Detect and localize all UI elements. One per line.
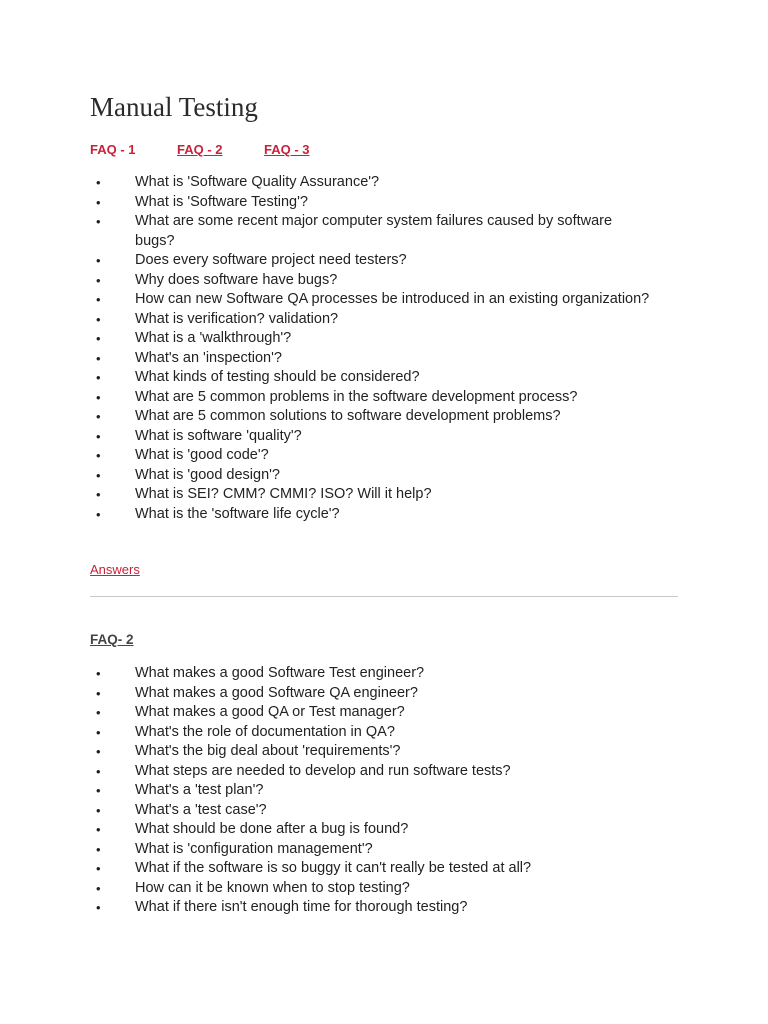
bullet-icon: • — [96, 409, 101, 424]
question-text: What is 'good design'? — [135, 466, 280, 483]
list-item — [90, 349, 650, 369]
question-text: Does every software project need testers? — [135, 252, 407, 268]
question-text: What's a 'test case'? — [135, 801, 267, 818]
bullet-icon: • — [96, 900, 101, 915]
question-text: What kinds of testing should be considered? — [135, 369, 420, 385]
question-text: How can new Software QA processes be introduced in an existing organization? — [135, 291, 650, 307]
faq-2-heading: FAQ- 2 — [90, 632, 134, 647]
question-text: What are some recent major computer system failures caused by software bugs? — [135, 213, 613, 249]
question-text: What steps are needed to develop and run software tests? — [135, 762, 511, 779]
list-item — [90, 762, 650, 782]
faq-3-link[interactable]: FAQ - 3 — [264, 142, 310, 157]
page-title: Manual Testing — [90, 92, 258, 122]
list-item — [90, 840, 650, 860]
list-item — [90, 466, 650, 486]
bullet-icon: • — [96, 467, 101, 483]
list-item — [90, 505, 650, 525]
question-text: What is 'configuration management'? — [135, 840, 373, 857]
bullet-icon: • — [96, 389, 101, 405]
question-text: What is SEI? CMM? CMMI? ISO? Will it help? — [135, 486, 432, 502]
question-text: What makes a good Software QA engineer? — [135, 684, 418, 701]
list-item — [90, 193, 650, 213]
bullet-icon: • — [96, 292, 101, 307]
list-item — [90, 664, 650, 684]
bullet-icon: • — [96, 744, 101, 759]
bullet-icon: • — [96, 685, 101, 701]
question-text: Why does software have bugs? — [135, 271, 338, 288]
question-text: What is 'Software Testing'? — [135, 193, 308, 210]
question-text: What's an 'inspection'? — [135, 349, 282, 366]
faq-1-link[interactable]: FAQ - 1 — [90, 142, 136, 157]
faq-1-question-list — [90, 173, 650, 524]
list-item — [90, 485, 650, 505]
question-text: What's a 'test plan'? — [135, 782, 264, 798]
bullet-icon: • — [96, 802, 101, 818]
list-item — [90, 251, 650, 271]
question-text: What makes a good Software Test engineer? — [135, 665, 425, 681]
bullet-icon: • — [96, 880, 101, 896]
question-text: What is 'good code'? — [135, 447, 269, 463]
question-text: What's the big deal about 'requirements'? — [135, 743, 401, 759]
question-text: What should be done after a bug is found? — [135, 821, 409, 837]
bullet-icon: • — [96, 666, 101, 681]
bullet-icon: • — [96, 822, 101, 837]
list-item — [90, 801, 650, 821]
bullet-icon: • — [96, 506, 101, 522]
question-text: What is software 'quality'? — [135, 427, 302, 444]
bullet-icon: • — [96, 331, 101, 346]
list-item — [90, 310, 650, 330]
question-text: What are 5 common solutions to software development problems? — [135, 408, 561, 424]
list-item — [90, 271, 650, 291]
list-item — [90, 368, 650, 388]
list-item — [90, 290, 650, 310]
list-item — [90, 781, 650, 801]
list-item — [90, 898, 650, 918]
bullet-icon: • — [96, 253, 101, 268]
question-text: What is 'Software Quality Assurance'? — [135, 174, 380, 190]
bullet-icon: • — [96, 763, 101, 779]
question-text: What is the 'software life cycle'? — [135, 505, 340, 522]
bullet-icon: • — [96, 841, 101, 857]
list-item — [90, 388, 650, 408]
list-item — [90, 684, 650, 704]
bullet-icon: • — [96, 724, 101, 740]
bullet-icon: • — [96, 214, 101, 229]
section-divider — [90, 596, 678, 597]
question-text: What makes a good QA or Test manager? — [135, 704, 405, 720]
question-text: What if there isn't enough time for thorough testing? — [135, 899, 468, 915]
bullet-icon: • — [96, 370, 101, 385]
question-text: What's the role of documentation in QA? — [135, 723, 395, 740]
faq-2-question-list — [90, 664, 650, 918]
list-item — [90, 427, 650, 447]
list-item — [90, 859, 650, 879]
list-item — [90, 446, 650, 466]
faq-2-link[interactable]: FAQ - 2 — [177, 142, 223, 157]
question-text: What are 5 common problems in the software development process? — [135, 388, 578, 405]
answers-link[interactable]: Answers — [90, 562, 140, 577]
bullet-icon: • — [96, 311, 101, 327]
list-item — [90, 723, 650, 743]
bullet-icon: • — [96, 428, 101, 444]
list-item — [90, 879, 650, 899]
bullet-icon: • — [96, 272, 101, 288]
list-item — [90, 820, 650, 840]
bullet-icon: • — [96, 705, 101, 720]
list-item — [90, 173, 650, 193]
bullet-icon: • — [96, 783, 101, 798]
bullet-icon: • — [96, 448, 101, 463]
list-item — [90, 212, 650, 251]
question-text: How can it be known when to stop testing? — [135, 879, 410, 896]
bullet-icon: • — [96, 487, 101, 502]
bullet-icon: • — [96, 350, 101, 366]
bullet-icon: • — [96, 861, 101, 876]
question-text: What if the software is so buggy it can't really be tested at all? — [135, 860, 532, 876]
bullet-icon: • — [96, 194, 101, 210]
list-item — [90, 329, 650, 349]
list-item — [90, 703, 650, 723]
list-item — [90, 407, 650, 427]
list-item — [90, 742, 650, 762]
question-text: What is verification? validation? — [135, 310, 339, 327]
question-text: What is a 'walkthrough'? — [135, 330, 292, 346]
bullet-icon: • — [96, 175, 101, 190]
